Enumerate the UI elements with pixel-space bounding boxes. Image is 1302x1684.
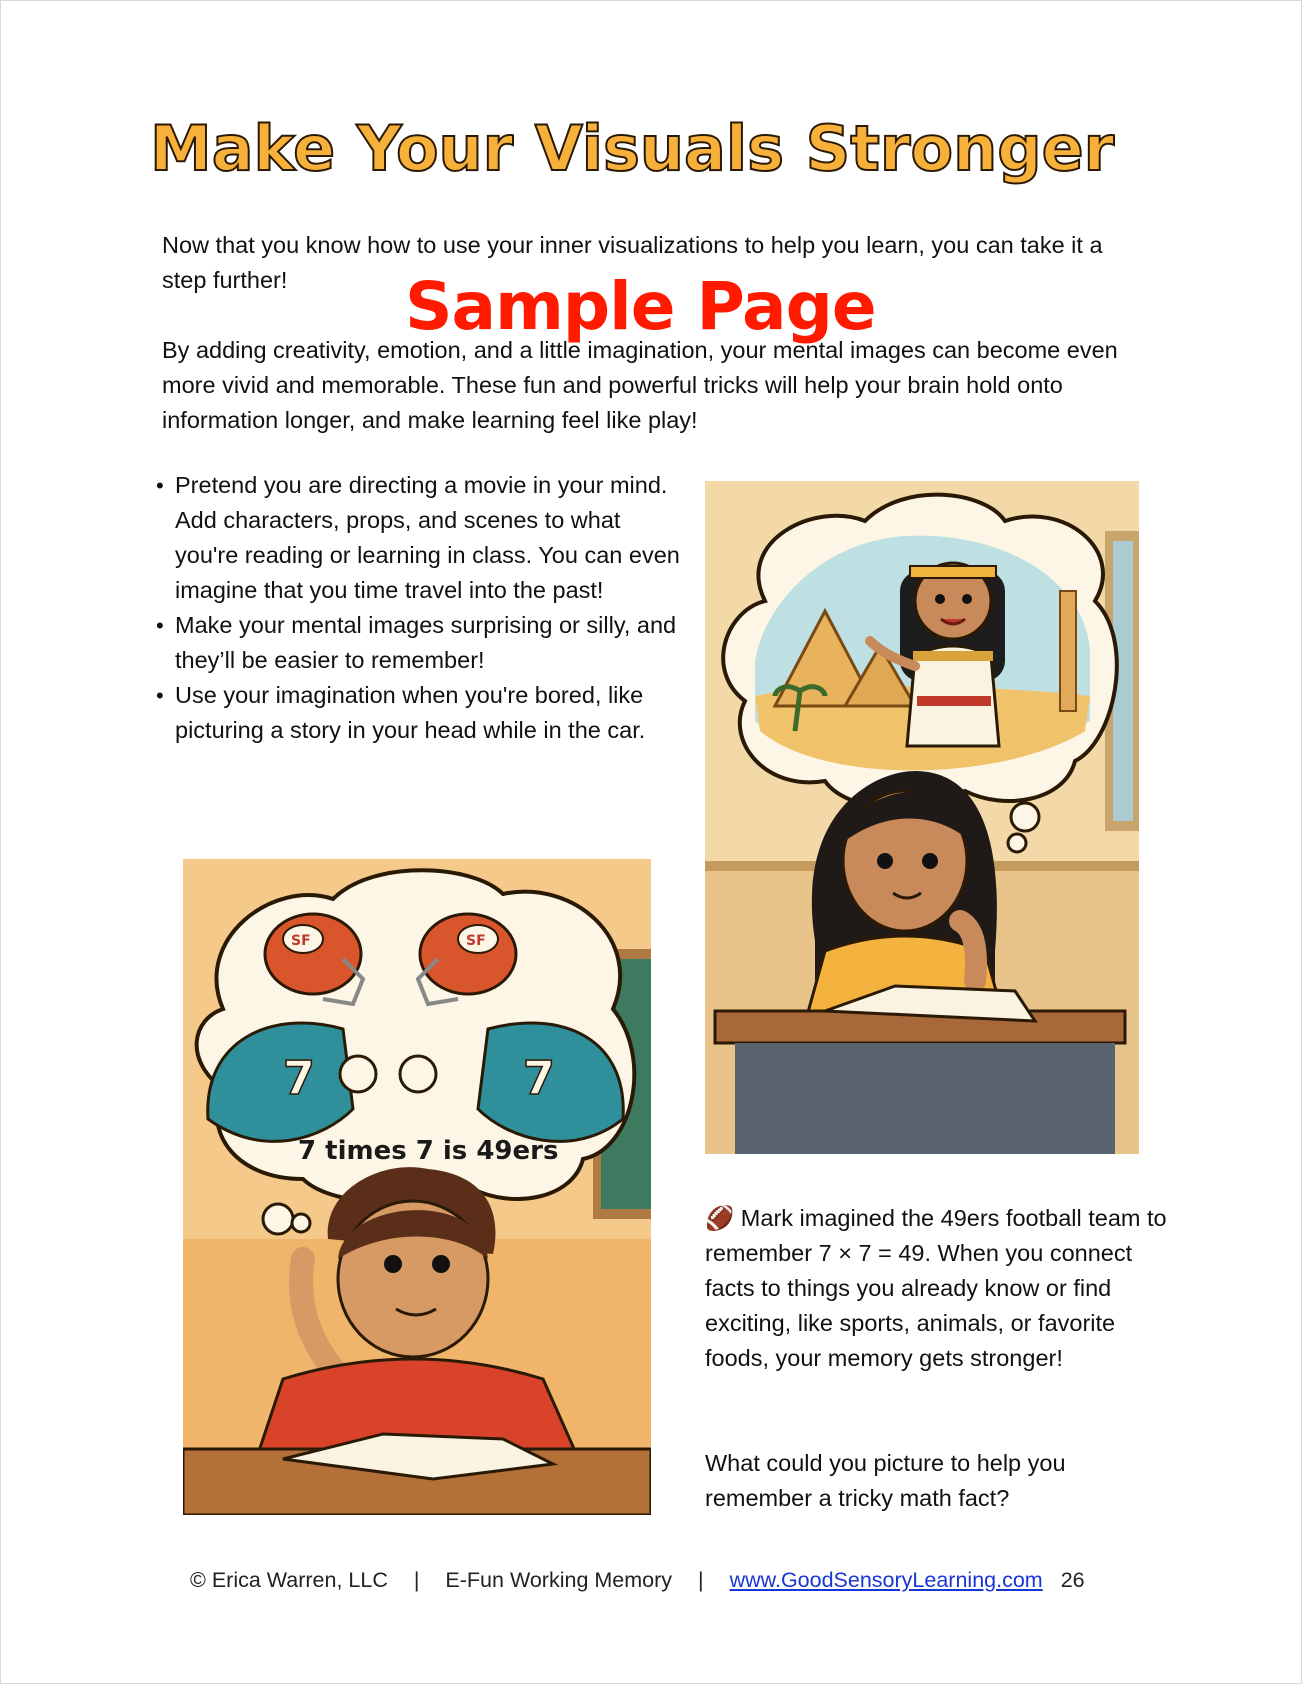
jersey-number-left: 7 xyxy=(283,1051,316,1105)
tip-item-3: • Use your imagination when you're bored, like picturing a story in your head while in the car. xyxy=(150,678,680,748)
copyright-text: © Erica Warren, LLC xyxy=(190,1568,388,1592)
helmet-logo-right: SF xyxy=(466,933,486,949)
footer-separator: | xyxy=(698,1568,704,1592)
caption-text: Mark imagined the 49ers football team to remember 7 × 7 = 49. When you connect facts to things you already know or find exciting, like sports, animals, or favorite foods, your memory gets stronger! xyxy=(705,1205,1167,1371)
footer-separator: | xyxy=(413,1568,420,1592)
intro-paragraph-2: By adding creativity, emotion, and a little imagination, your mental images can become even more vivid and memorable. These fun and powerful tricks will help your brain hold onto information longer, and make learning feel like play! xyxy=(162,337,1118,433)
tips-list xyxy=(150,468,680,748)
sample-page-watermark: Sample Page xyxy=(405,268,876,345)
football-caption xyxy=(705,1201,1175,1376)
football-icon: 🏈 xyxy=(705,1205,735,1231)
bubble-caption: 7 times 7 is 49ers xyxy=(298,1136,559,1166)
page-title: Make Your Visuals Stronger xyxy=(150,112,1115,185)
page-footer xyxy=(190,1568,1190,1593)
football-daydream-illustration xyxy=(183,859,651,1515)
jersey-number-right: 7 xyxy=(523,1051,556,1105)
website-link[interactable]: www.GoodSensoryLearning.com xyxy=(729,1568,1043,1592)
tip-item-2: • Make your mental images surprising or silly, and they’ll be easier to remember! xyxy=(150,608,680,678)
intro-paragraph-1: Now that you know how to use your inner visualizations to help you learn, you can take it a step further! xyxy=(162,232,1103,293)
page-number: 26 xyxy=(1060,1568,1085,1592)
tip-item-1: • Pretend you are directing a movie in your mind. Add characters, props, and scenes to what you're reading or learning in class. You can even imagine that you time travel into the past! xyxy=(150,468,680,608)
egypt-daydream-illustration xyxy=(705,481,1139,1154)
book-title: E-Fun Working Memory xyxy=(445,1568,673,1592)
helmet-logo-left: SF xyxy=(291,933,311,949)
reflection-question: What could you picture to help you remember a tricky math fact? xyxy=(705,1450,1066,1511)
